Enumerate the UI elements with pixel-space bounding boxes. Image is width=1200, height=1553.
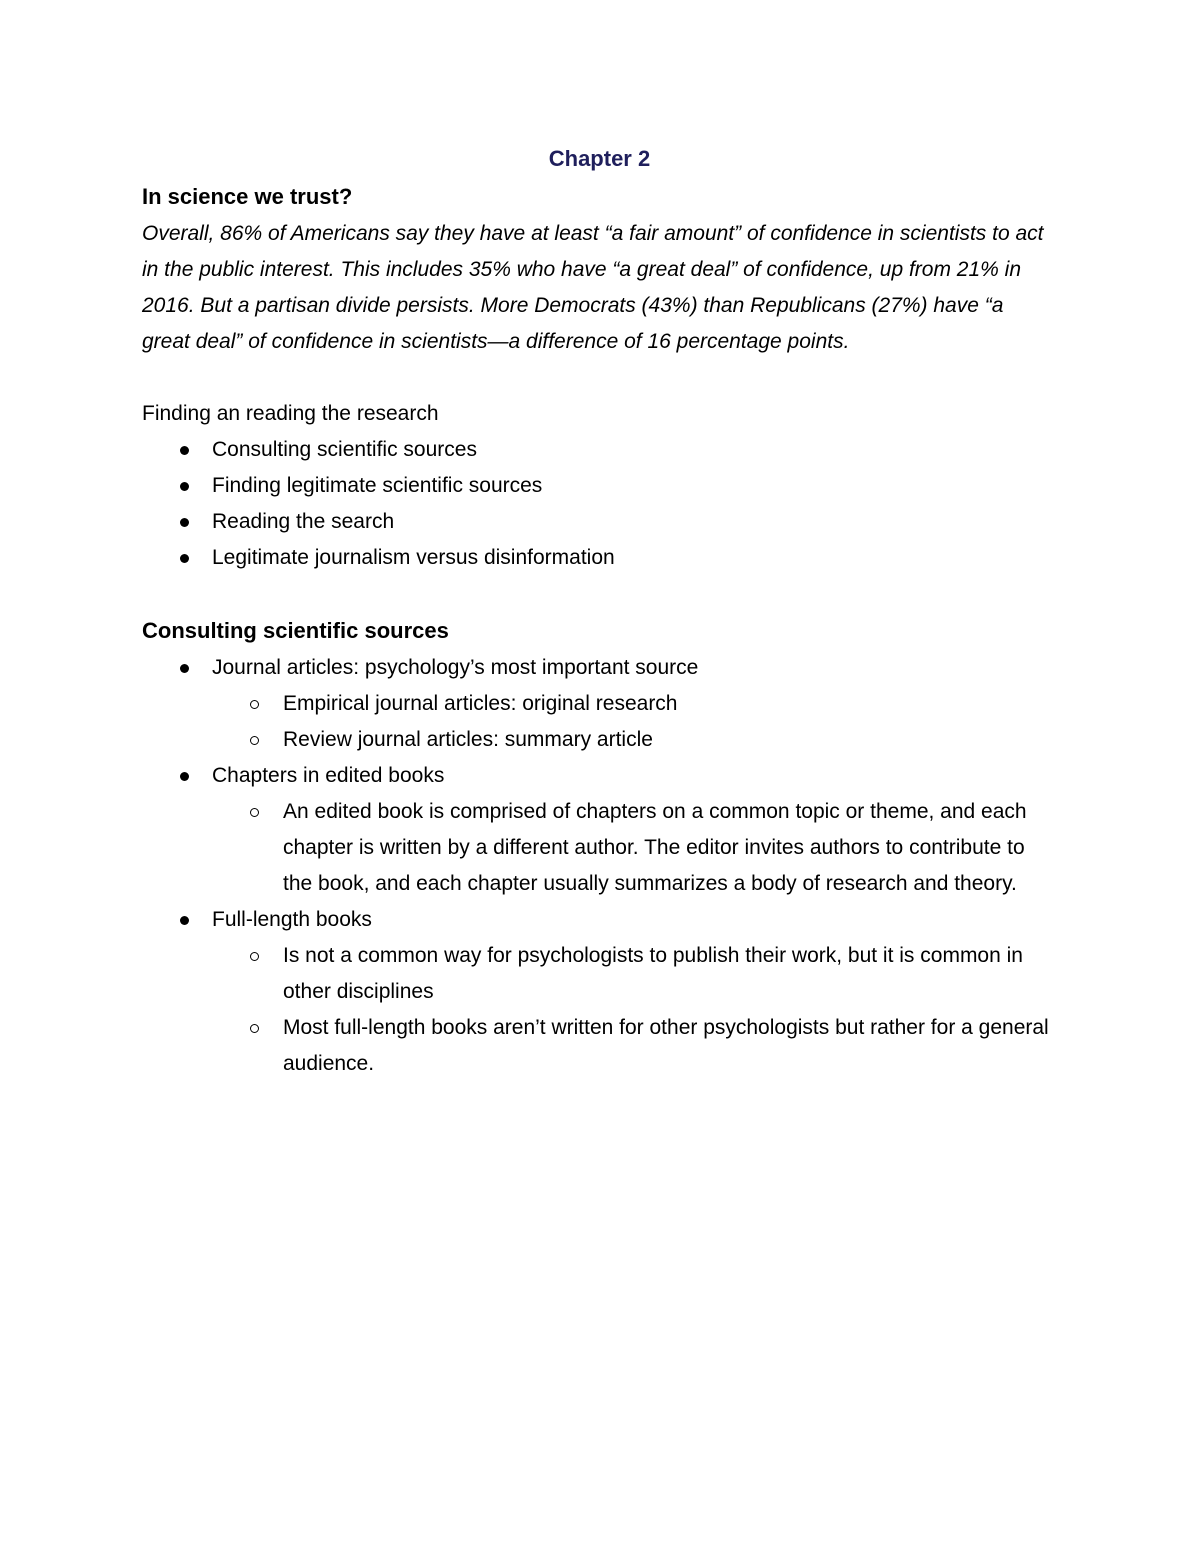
sub-list-item-text: Most full-length books aren’t written for other psychologists but rather for a general audience. bbox=[283, 1016, 1049, 1075]
hollow-bullet-icon bbox=[250, 1024, 259, 1033]
sub-list-item-text: An edited book is comprised of chapters on a common topic or theme, and each chapter is written by a different author. The editor invites authors to contribute to the book, and each chapter usually summarizes a body of research and theory. bbox=[283, 800, 1027, 895]
list-item bbox=[212, 468, 1057, 504]
section-heading-consulting: Consulting scientific sources bbox=[142, 618, 449, 643]
intro-paragraph: Overall, 86% of Americans say they have at least “a fair amount” of confidence in scientists to act in the public interest. This includes 35% who have “a great deal” of confidence, up from 21% in 2016. But a partisan divide persists. More Democrats (43%) than Republicans (27%) have “a great deal” of confidence in scientists—a difference of 16 percentage points. bbox=[142, 222, 1044, 353]
list-item-text: Finding legitimate scientific sources bbox=[212, 474, 543, 497]
sub-list-item bbox=[283, 686, 1057, 722]
bullet-icon bbox=[180, 518, 189, 527]
bullet-icon bbox=[180, 554, 189, 563]
document-content bbox=[142, 140, 1057, 1082]
sub-list-item bbox=[283, 1010, 1057, 1082]
section-heading-trust: In science we trust? bbox=[142, 184, 353, 209]
bullet-icon bbox=[180, 482, 189, 491]
research-heading: Finding an reading the research bbox=[142, 402, 439, 425]
list-item bbox=[212, 650, 1057, 758]
list-item-text: Journal articles: psychology’s most important source bbox=[212, 656, 699, 679]
hollow-bullet-icon bbox=[250, 952, 259, 961]
list-item bbox=[212, 540, 1057, 576]
sub-list bbox=[212, 686, 1057, 758]
hollow-bullet-icon bbox=[250, 700, 259, 709]
list-item bbox=[212, 432, 1057, 468]
sub-list-item-text: Is not a common way for psychologists to publish their work, but it is common in other disciplines bbox=[283, 944, 1023, 1003]
hollow-bullet-icon bbox=[250, 736, 259, 745]
bullet-icon bbox=[180, 664, 189, 673]
list-item-text: Consulting scientific sources bbox=[212, 438, 477, 461]
list-item bbox=[212, 758, 1057, 902]
hollow-bullet-icon bbox=[250, 808, 259, 817]
sub-list-item bbox=[283, 794, 1057, 902]
sub-list-item-text: Review journal articles: summary article bbox=[283, 728, 653, 751]
sub-list-item-text: Empirical journal articles: original research bbox=[283, 692, 678, 715]
sub-list bbox=[212, 938, 1057, 1082]
list-item-text: Full-length books bbox=[212, 908, 372, 931]
sources-list bbox=[142, 650, 1057, 1082]
list-item-text: Chapters in edited books bbox=[212, 764, 445, 787]
research-list bbox=[142, 432, 1057, 576]
bullet-icon bbox=[180, 916, 189, 925]
sub-list-item bbox=[283, 722, 1057, 758]
bullet-icon bbox=[180, 772, 189, 781]
chapter-title: Chapter 2 bbox=[548, 146, 651, 171]
bullet-icon bbox=[180, 446, 189, 455]
list-item bbox=[212, 902, 1057, 1082]
list-item bbox=[212, 504, 1057, 540]
list-item-text: Legitimate journalism versus disinformation bbox=[212, 546, 615, 569]
list-item-text: Reading the search bbox=[212, 510, 395, 533]
sub-list bbox=[212, 794, 1057, 902]
sub-list-item bbox=[283, 938, 1057, 1010]
